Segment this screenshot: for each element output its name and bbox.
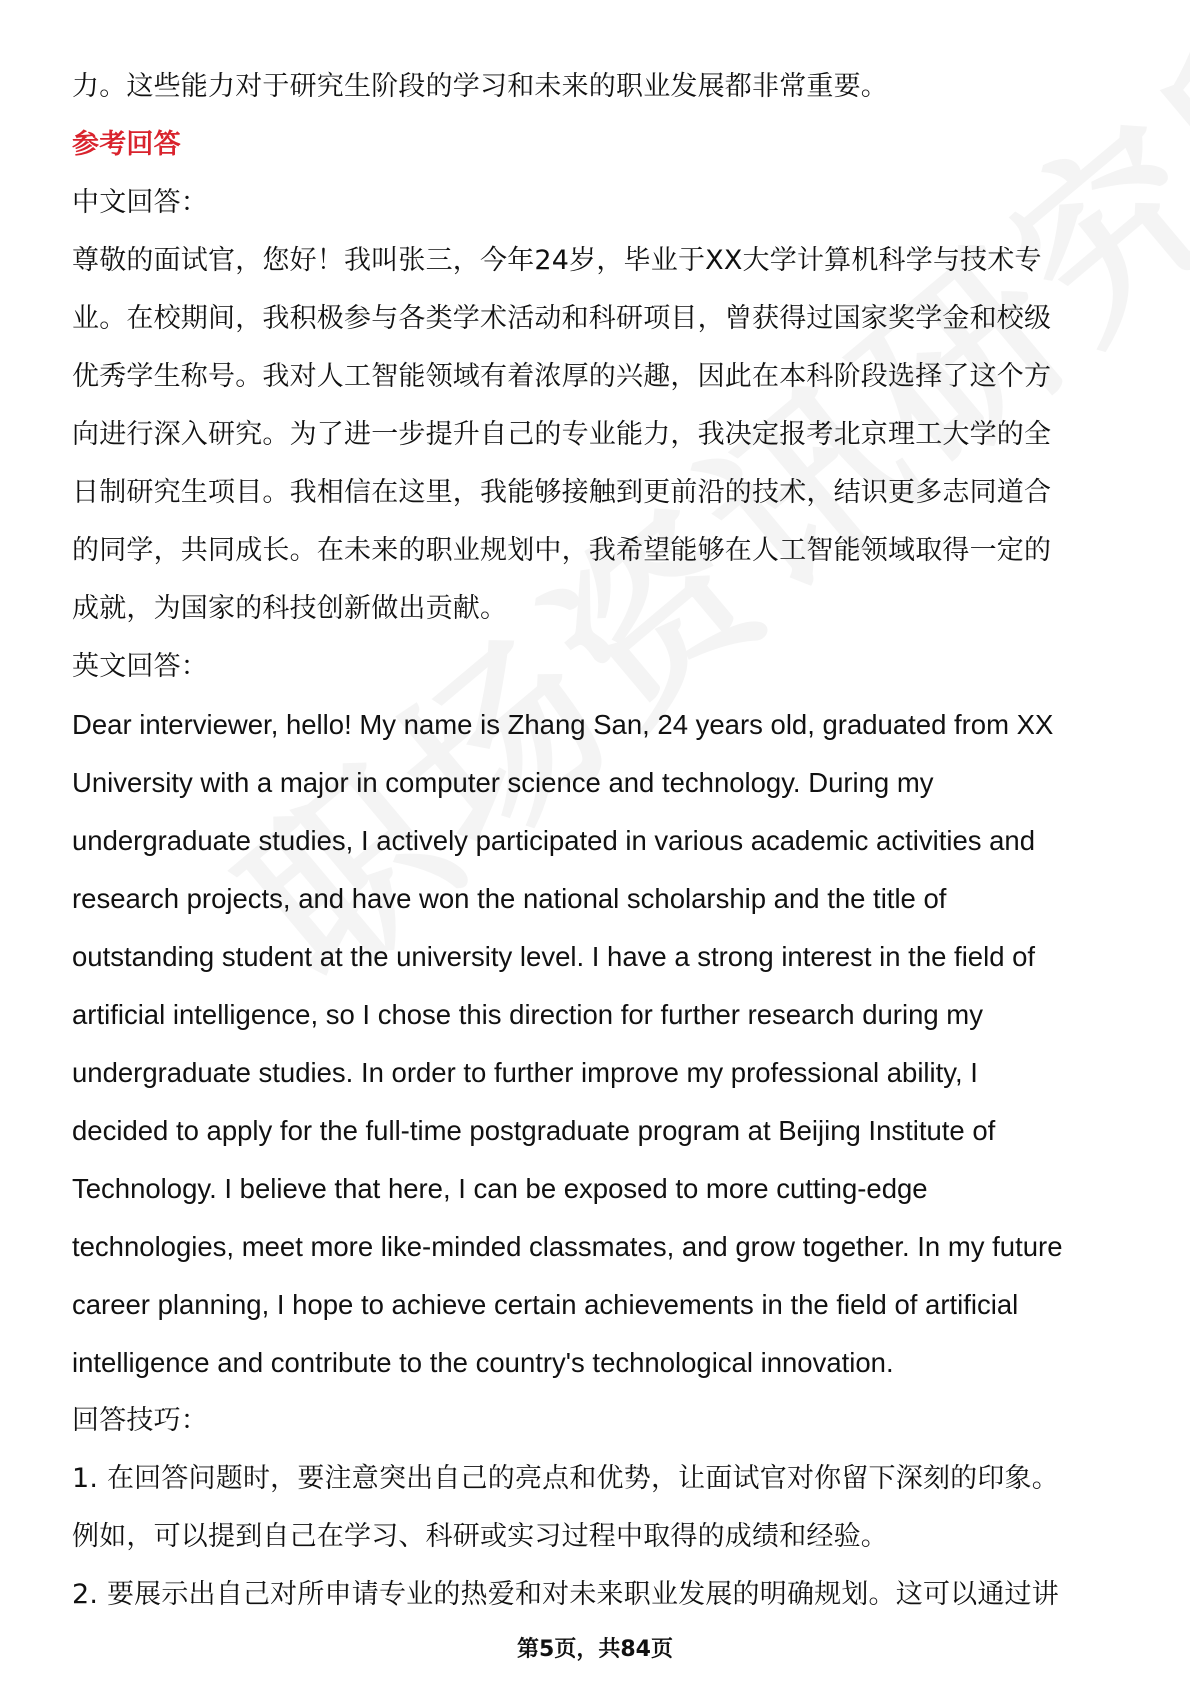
english-answer-line: intelligence and contribute to the country's technological innovation. [72, 1347, 894, 1378]
subheading-chinese-answer: 中文回答： [72, 187, 208, 218]
english-answer-line: decided to apply for the full-time postgraduate program at Beijing Institute of [72, 1115, 996, 1146]
chinese-answer-line: 成就，为国家的科技创新做出贡献。 [72, 593, 508, 624]
english-answer-line: career planning, I hope to achieve certain achievements in the field of artificial [72, 1289, 1019, 1320]
english-answer-line: University with a major in computer science and technology. During my [72, 767, 934, 798]
chinese-answer-line: 的同学，共同成长。在未来的职业规划中，我希望能够在人工智能领域取得一定的 [72, 535, 1052, 566]
chinese-answer-line: 优秀学生称号。我对人工智能领域有着浓厚的兴趣，因此在本科阶段选择了这个方 [72, 361, 1052, 392]
english-answer-line: outstanding student at the university level. I have a strong interest in the field of [72, 941, 1036, 972]
english-answer-line: Dear interviewer, hello! My name is Zhang San, 24 years old, graduated from XX [72, 709, 1054, 740]
page-content [72, 58, 1122, 1624]
chinese-answer-line: 尊敬的面试官，您好！我叫张三，今年24岁，毕业于XX大学计算机科学与技术专 [72, 245, 1042, 276]
english-answer-line: technologies, meet more like-minded classmates, and grow together. In my future [72, 1231, 1063, 1262]
tip-line: 2. 要展示出自己对所申请专业的热爱和对未来职业发展的明确规划。这可以通过讲 [72, 1579, 1059, 1610]
section-heading-reference-answer: 参考回答 [72, 129, 181, 160]
english-answer-line: artificial intelligence, so I chose this direction for further research during my [72, 999, 983, 1030]
english-answer-line: Technology. I believe that here, I can be exposed to more cutting-edge [72, 1173, 928, 1204]
chinese-answer-line: 向进行深入研究。为了进一步提升自己的专业能力，我决定报考北京理工大学的全 [72, 419, 1052, 450]
chinese-answer-line: 业。在校期间，我积极参与各类学术活动和科研项目，曾获得过国家奖学金和校级 [72, 303, 1052, 334]
continuation-line: 力。这些能力对于研究生阶段的学习和未来的职业发展都非常重要。 [72, 71, 888, 102]
subheading-answer-tips: 回答技巧： [72, 1405, 208, 1436]
english-answer-line: undergraduate studies, I actively participated in various academic activities and [72, 825, 1036, 856]
tip-line: 例如，可以提到自己在学习、科研或实习过程中取得的成绩和经验。 [72, 1521, 888, 1552]
page-number-footer: 第5页，共84页 [517, 1637, 673, 1662]
english-answer-line: undergraduate studies. In order to further improve my professional ability, I [72, 1057, 978, 1088]
chinese-answer-line: 日制研究生项目。我相信在这里，我能够接触到更前沿的技术，结识更多志同道合 [72, 477, 1052, 508]
english-answer-line: research projects, and have won the national scholarship and the title of [72, 883, 947, 914]
subheading-english-answer: 英文回答： [72, 651, 208, 682]
tip-line: 1. 在回答问题时，要注意突出自己的亮点和优势，让面试官对你留下深刻的印象。 [72, 1463, 1059, 1494]
